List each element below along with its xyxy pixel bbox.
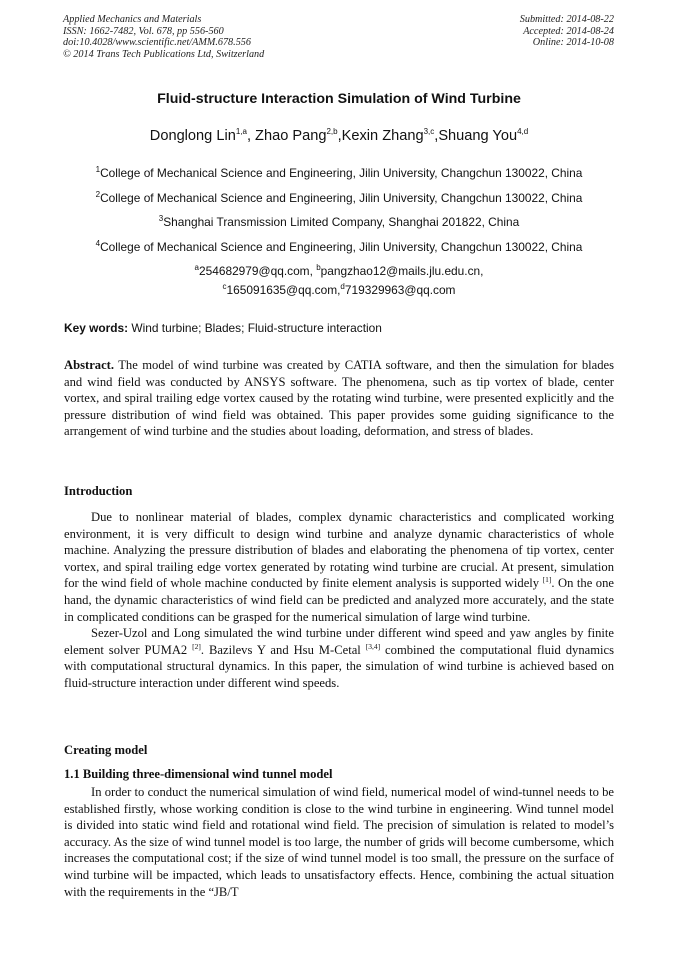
affiliation-text: College of Mechanical Science and Engineering, Jilin University, Changchun 130022, China	[100, 191, 583, 205]
author-affiliation-mark: 1,a	[235, 127, 247, 137]
issn-line: ISSN: 1662-7482, Vol. 678, pp 556-560	[63, 25, 224, 37]
author-name: Donglong Lin	[149, 128, 236, 144]
paper-title: Fluid-structure Interaction Simulation of Wind Turbine	[157, 91, 521, 107]
author-separator: ,	[246, 128, 256, 144]
doi-line: doi:10.4028/www.scientific.net/AMM.678.556	[63, 37, 251, 49]
creating-model-paragraph-1: In order to conduct the numerical simulation of wind field, numerical model of wind-tunnel needs to be established firstly, whose working condition is close to the wind turbine in engineering. Wind tunnel model is divided into static wind field and rotational wind field. The precision of simulation is related to model’s accuracy. As the size of wind tunnel model is too large, the number of grids will become cumbersome, which increases the computational cost; if the size of wind tunnel model is too small, the pressure on the surface of wind turbine will be impacted, which leads to unsatisfactory effects. Hence, combining the actual situation with the requirements in the “JB/T	[64, 785, 614, 899]
affiliation-mark: 1	[95, 165, 101, 175]
author-affiliation-mark: 3,c	[423, 127, 435, 137]
email-address[interactable]: 165091635@qq.com,	[226, 283, 341, 297]
email-line-2	[0, 283, 678, 297]
keywords-text: Wind turbine; Blades; Fluid-structure interaction	[128, 321, 382, 335]
author-separator: ,	[337, 128, 342, 144]
citation-ref[interactable]: [1]	[542, 575, 552, 585]
paragraph-text: . On the one hand, the dynamic characteristics of wind field can be predicted and analyzed more accurately, and the state in complicated conditions can be grasped for the numerical simulation of large wind turbine.	[64, 576, 614, 624]
abstract-text: The model of wind turbine was created by CATIA software, and then the simulation for blades and wind field was conducted by ANSYS software. The phenomena, such as tip vortex of blade, center vortex, and spiral trailing edge vortex caused by the rotating wind turbine, were presented explicitly and the pressure distribution of wind field was obtained. This paper provides some guiding significance to the arrangement of wind turbine and the studies about loading, deformation, and stress of blades.	[64, 358, 614, 439]
journal-name: Applied Mechanics and Materials	[63, 14, 202, 25]
author-name: Shuang You	[438, 128, 518, 144]
affiliation-text: College of Mechanical Science and Engineering, Jilin University, Changchun 130022, China	[100, 240, 583, 254]
introduction-paragraph-1	[64, 509, 614, 625]
email-mark: c	[222, 282, 227, 292]
affiliation-mark: 2	[95, 190, 101, 200]
journal-header-right	[520, 14, 614, 49]
journal-header-left	[63, 14, 264, 60]
author-list	[0, 128, 678, 144]
email-address[interactable]: 254682979@qq.com,	[199, 264, 317, 278]
email-address[interactable]: pangzhao12@mails.jlu.edu.cn,	[320, 264, 484, 278]
paragraph-text: . Bazilevs Y and Hsu M-Cetal	[200, 642, 366, 657]
email-mark: d	[340, 282, 345, 292]
keywords-label: Key words:	[64, 321, 129, 335]
creating-model-body	[64, 784, 614, 900]
accepted-date: Accepted: 2014-08-24	[523, 25, 614, 37]
submitted-date: Submitted: 2014-08-22	[519, 14, 614, 25]
keywords-line	[64, 321, 382, 335]
email-mark: b	[316, 263, 321, 273]
paragraph-text: combined the computational fluid dynamics with computational structural dynamics. In this paper, the simulation of wind turbine is achieved based on fluid-structure interaction under different wind speeds.	[64, 642, 614, 690]
affiliation-mark: 3	[158, 214, 164, 224]
author-separator: ,	[434, 128, 439, 144]
online-date: Online: 2014-10-08	[532, 37, 614, 49]
section-heading-introduction: Introduction	[64, 484, 133, 498]
email-address[interactable]: 719329963@qq.com	[344, 283, 456, 297]
author-name: Kexin Zhang	[341, 128, 424, 144]
introduction-body	[64, 509, 614, 692]
affiliation-text: Shanghai Transmission Limited Company, Shanghai 201822, China	[163, 215, 520, 229]
affiliation-1	[0, 166, 678, 180]
citation-ref[interactable]: [2]	[192, 641, 201, 651]
abstract-block	[64, 357, 614, 440]
author-affiliation-mark: 2,b	[326, 127, 338, 137]
author-name: Zhao Pang	[255, 128, 327, 144]
copyright-line: © 2014 Trans Tech Publications Ltd, Switzerland	[63, 48, 265, 60]
affiliation-3	[0, 215, 678, 229]
paragraph-text: Due to nonlinear material of blades, complex dynamic characteristics and complicated working environment, it is very difficult to design wind turbine and analyze dynamic characteristics of whole machine. Analyzing the pressure distribution of blades and elaborating the phenomena of tip vortex, center vortex, and spiral trailing edge vortex generated by rotating wind turbine are crucial. At present, simulation for the wind field of whole machine conducted by finite element analysis is supported widely	[64, 510, 614, 591]
affiliation-2	[0, 191, 678, 205]
abstract-paragraph	[64, 357, 614, 440]
citation-ref[interactable]: [3,4]	[365, 641, 381, 651]
email-mark: a	[194, 263, 199, 273]
affiliation-4	[0, 240, 678, 254]
affiliation-mark: 4	[95, 239, 101, 249]
introduction-paragraph-2	[64, 625, 614, 691]
paragraph-text: Sezer-Uzol and Long simulated the wind turbine under different wind speed and yaw angles by finite element solver PUMA2	[64, 626, 614, 657]
subsection-heading-wind-tunnel: 1.1 Building three-dimensional wind tunnel model	[64, 767, 333, 781]
author-affiliation-mark: 4,d	[517, 127, 529, 137]
email-line-1	[0, 264, 678, 278]
abstract-label: Abstract.	[64, 358, 115, 372]
affiliation-text: College of Mechanical Science and Engineering, Jilin University, Changchun 130022, China	[100, 166, 583, 180]
section-heading-creating-model: Creating model	[64, 743, 148, 757]
